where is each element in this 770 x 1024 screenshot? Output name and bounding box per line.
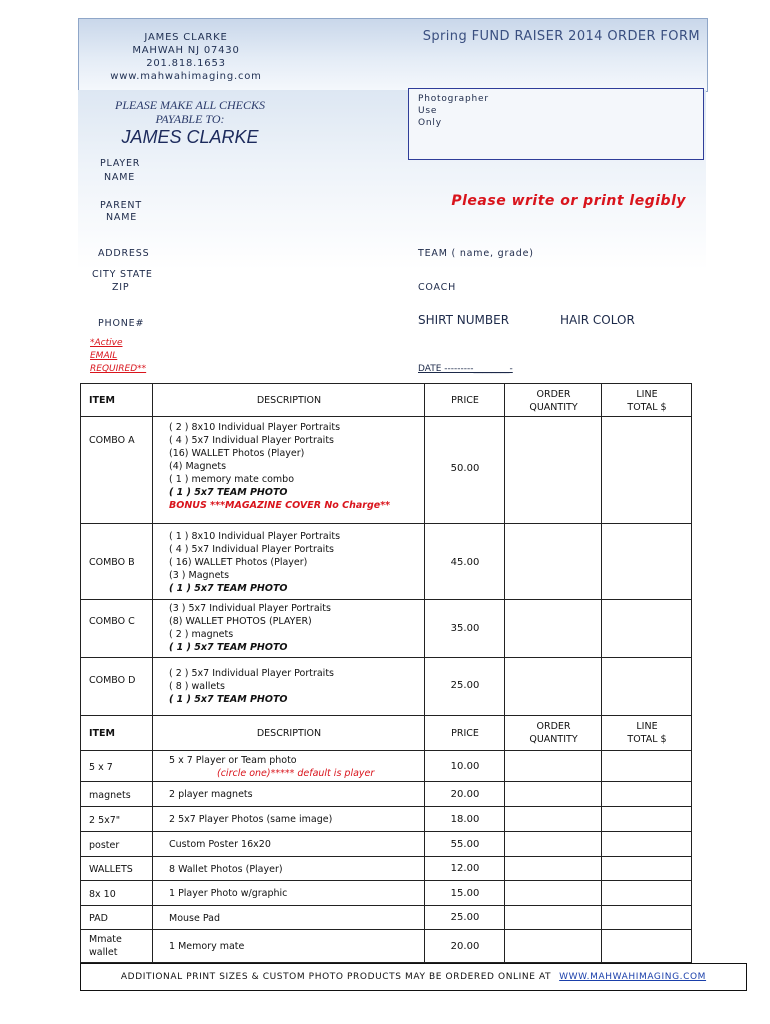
header2-description-cell: [153, 716, 425, 751]
combo-d-price: 25.00: [450, 680, 480, 691]
combo-d-item-cell: [81, 658, 153, 716]
combo-b-line: ( 1 ) 8x10 Individual Player Portraits: [169, 531, 341, 542]
header2-line-total-label-1: LINE: [636, 721, 658, 732]
item-row-qty-field[interactable]: [505, 782, 602, 807]
item-row-price-cell: [425, 881, 505, 906]
combo-d-team-photo: ( 1 ) 5x7 TEAM PHOTO: [169, 694, 288, 705]
item-name: PAD: [89, 913, 108, 924]
item-price: 12.00: [450, 863, 480, 874]
item-description: Mouse Pad: [169, 912, 220, 924]
item-name: 2 5x7": [89, 814, 121, 826]
combo-c-team-photo: ( 1 ) 5x7 TEAM PHOTO: [169, 642, 288, 653]
write-legibly-notice: Please write or print legibly: [451, 193, 686, 209]
combo-a-team-photo: ( 1 ) 5x7 TEAM PHOTO: [169, 487, 288, 498]
item-row-qty-field[interactable]: [505, 857, 602, 881]
item-row-qty-field[interactable]: [505, 930, 602, 963]
combo-d-quantity-field[interactable]: [505, 658, 602, 716]
header-item-label: ITEM: [89, 395, 115, 406]
email-label-2: EMAIL: [90, 351, 118, 361]
combo-a-quantity-field[interactable]: [505, 417, 602, 524]
team-label: TEAM ( name, grade): [418, 248, 534, 259]
item-row-total-field[interactable]: [602, 857, 692, 881]
coach-label: COACH: [418, 282, 457, 293]
item-price: 55.00: [450, 838, 480, 850]
address-label: ADDRESS: [98, 248, 150, 259]
shirt-number-label: SHIRT NUMBER: [418, 313, 510, 327]
player-name-label-1: PLAYER: [100, 158, 141, 169]
combo-c-item: COMBO C: [89, 616, 135, 627]
combo-a-line: (4) Magnets: [169, 461, 227, 472]
item-row-total-field[interactable]: [602, 751, 692, 782]
combo-c-price: 35.00: [450, 623, 480, 634]
photographer-line-3: Only: [418, 118, 442, 128]
combo-d-line-total-field[interactable]: [602, 658, 692, 716]
item-row-qty-field[interactable]: [505, 832, 602, 857]
combo-b-price: 45.00: [450, 557, 480, 568]
header2-item-label: ITEM: [89, 728, 115, 739]
item-description: 2 5x7 Player Photos (same image): [169, 814, 333, 825]
item-name: 8x 10: [89, 888, 116, 900]
contact-name: JAMES CLARKE: [144, 32, 228, 43]
item-row-item-cell: [81, 857, 153, 881]
item-row-qty-field[interactable]: [505, 751, 602, 782]
item-description: 8 Wallet Photos (Player): [169, 863, 283, 875]
combo-d-price-cell: [425, 658, 505, 716]
header-line-total-label-2: TOTAL $: [627, 402, 667, 413]
combo-a-line: ( 1 ) memory mate combo: [169, 474, 295, 485]
contact-city: MAHWAH NJ 07430: [132, 45, 240, 56]
item-row-item-cell: [81, 751, 153, 782]
item-description: 1 Memory mate: [169, 941, 245, 952]
header-quantity-label-1: ORDER: [536, 389, 571, 400]
header-quantity-cell: [505, 384, 602, 417]
item-row-desc-cell: [153, 930, 425, 963]
combo-d-line: ( 8 ) wallets: [169, 681, 225, 692]
item-name: magnets: [89, 789, 131, 801]
footer-notice: [80, 963, 747, 991]
item-row-item-cell: [81, 930, 153, 963]
header2-line-total-cell: [602, 716, 692, 751]
form-title: Spring FUND RAISER 2014 ORDER FORM: [422, 29, 700, 44]
header2-item-cell: [81, 716, 153, 751]
header-price-label: PRICE: [451, 395, 479, 406]
item-row-item-cell: [81, 906, 153, 930]
item-row-desc-cell: [153, 751, 425, 782]
header2-quantity-cell: [505, 716, 602, 751]
header2-price-cell: [425, 716, 505, 751]
item-name: 5 x 7: [89, 761, 113, 773]
combo-d-description-cell: [153, 658, 425, 716]
item-price: 20.00: [450, 788, 480, 800]
date-label: DATE ---------________-: [418, 364, 513, 374]
combo-a-description-cell: [153, 417, 425, 524]
combo-b-line: ( 4 ) 5x7 Individual Player Portraits: [169, 544, 334, 555]
combo-c-item-cell: [81, 600, 153, 658]
combo-a-item: COMBO A: [89, 435, 135, 446]
header-price-cell: [425, 384, 505, 417]
combo-b-line: ( 16) WALLET Photos (Player): [169, 557, 308, 568]
email-label-3: REQUIRED**: [90, 364, 147, 374]
header-line-total-label-1: LINE: [636, 389, 658, 400]
combo-a-bonus: BONUS ***MAGAZINE COVER No Charge**: [169, 500, 391, 511]
combo-a-price: 50.00: [450, 463, 480, 474]
combo-a-line: ( 4 ) 5x7 Individual Player Portraits: [169, 435, 334, 446]
item-row-desc-cell: [153, 906, 425, 930]
parent-name-label-2: NAME: [106, 212, 138, 223]
header2-line-total-label-2: TOTAL $: [627, 734, 667, 745]
item-row-total-field[interactable]: [602, 832, 692, 857]
checks-line-2: PAYABLE TO:: [155, 112, 225, 126]
header-quantity-label-2: QUANTITY: [529, 402, 578, 413]
item-description: 1 Player Photo w/graphic: [169, 888, 288, 899]
item-row-price-cell: [425, 857, 505, 881]
combo-a-line: ( 2 ) 8x10 Individual Player Portraits: [169, 422, 341, 433]
item-row-price-cell: [425, 930, 505, 963]
header-item-cell: [81, 384, 153, 417]
item-row-qty-field[interactable]: [505, 906, 602, 930]
city-state-label: CITY STATE: [92, 269, 153, 280]
item-row-total-field[interactable]: [602, 782, 692, 807]
combo-b-quantity-field[interactable]: [505, 524, 602, 600]
combo-c-description-cell: [153, 600, 425, 658]
item-name: WALLETS: [89, 864, 133, 875]
header2-price-label: PRICE: [451, 728, 479, 739]
item-row-desc-cell: [153, 881, 425, 906]
combo-d-line: ( 2 ) 5x7 Individual Player Portraits: [169, 668, 334, 679]
item-row-price-cell: [425, 906, 505, 930]
item-description: 5 x 7 Player or Team photo: [169, 755, 297, 766]
item-row-price-cell: [425, 751, 505, 782]
header2-quantity-label-1: ORDER: [536, 721, 571, 732]
item-row-desc-cell: [153, 857, 425, 881]
combo-b-line-total-field[interactable]: [602, 524, 692, 600]
header-description-label: DESCRIPTION: [256, 395, 322, 406]
item-price: 10.00: [450, 760, 480, 772]
contact-phone: 201.818.1653: [146, 58, 226, 69]
header-description-cell: [153, 384, 425, 417]
phone-label: PHONE#: [98, 318, 145, 329]
item-row-desc-cell: [153, 782, 425, 807]
combo-b-price-cell: [425, 524, 505, 600]
website-link[interactable]: WWW.MAHWAHIMAGING.COM: [559, 972, 707, 982]
combo-b-item: COMBO B: [89, 557, 135, 568]
item-row-desc-cell: [153, 832, 425, 857]
footer-text: ADDITIONAL PRINT SIZES & CUSTOM PHOTO PRODUCTS MAY BE ORDERED ONLINE AT: [120, 972, 552, 982]
item-description: Custom Poster 16x20: [169, 839, 271, 850]
parent-name-label-1: PARENT: [100, 200, 142, 211]
item-row-qty-field[interactable]: [505, 807, 602, 832]
item-name: Mmate wallet: [89, 934, 122, 958]
item-price: 25.00: [450, 912, 480, 923]
combo-c-price-cell: [425, 600, 505, 658]
item-description-note: (circle one)***** default is player: [217, 768, 375, 779]
item-row-desc-cell: [153, 807, 425, 832]
item-description: 2 player magnets: [169, 789, 253, 800]
hair-color-label: HAIR COLOR: [560, 313, 635, 327]
combo-b-item-cell: [81, 524, 153, 600]
item-row-qty-field[interactable]: [505, 881, 602, 906]
header-line-total-cell: [602, 384, 692, 417]
combo-c-quantity-field[interactable]: [505, 600, 602, 658]
item-row-total-field[interactable]: [602, 930, 692, 963]
item-price: 15.00: [450, 887, 480, 899]
combo-b-line: (3 ) Magnets: [169, 570, 230, 581]
photographer-line-2: Use: [418, 106, 438, 116]
combo-c-line-total-field[interactable]: [602, 600, 692, 658]
combo-a-line-total-field[interactable]: [602, 417, 692, 524]
item-row-total-field[interactable]: [602, 881, 692, 906]
combo-d-item: COMBO D: [89, 675, 136, 686]
item-row-item-cell: [81, 832, 153, 857]
combo-a-item-cell: [81, 417, 153, 524]
item-row-item-cell: [81, 782, 153, 807]
item-row-price-cell: [425, 807, 505, 832]
combo-a-line: (16) WALLET Photos (Player): [169, 448, 305, 459]
email-label-1: *Active: [90, 338, 123, 348]
combo-c-line: ( 2 ) magnets: [169, 629, 234, 640]
combo-c-line: (3 ) 5x7 Individual Player Portraits: [169, 603, 331, 614]
combo-b-description-cell: [153, 524, 425, 600]
combo-a-price-cell: [425, 417, 505, 524]
player-name-label-2: NAME: [104, 172, 136, 183]
item-row-item-cell: [81, 881, 153, 906]
item-name: poster: [89, 839, 120, 851]
item-row-total-field[interactable]: [602, 906, 692, 930]
combo-b-team-photo: ( 1 ) 5x7 TEAM PHOTO: [169, 583, 288, 594]
item-row-item-cell: [81, 807, 153, 832]
header2-quantity-label-2: QUANTITY: [529, 734, 578, 745]
item-price: 18.00: [450, 813, 480, 825]
contact-website: www.mahwahimaging.com: [110, 71, 262, 82]
photographer-line-1: Photographer: [418, 94, 489, 104]
item-price: 20.00: [450, 940, 480, 952]
header2-description-label: DESCRIPTION: [256, 728, 322, 739]
item-row-price-cell: [425, 782, 505, 807]
zip-label: ZIP: [112, 282, 130, 293]
item-row-price-cell: [425, 832, 505, 857]
order-table: [80, 383, 692, 963]
payee-name: JAMES CLARKE: [121, 127, 259, 147]
item-row-total-field[interactable]: [602, 807, 692, 832]
combo-c-line: (8) WALLET PHOTOS (PLAYER): [169, 616, 312, 627]
checks-line-1: PLEASE MAKE ALL CHECKS: [115, 98, 265, 112]
